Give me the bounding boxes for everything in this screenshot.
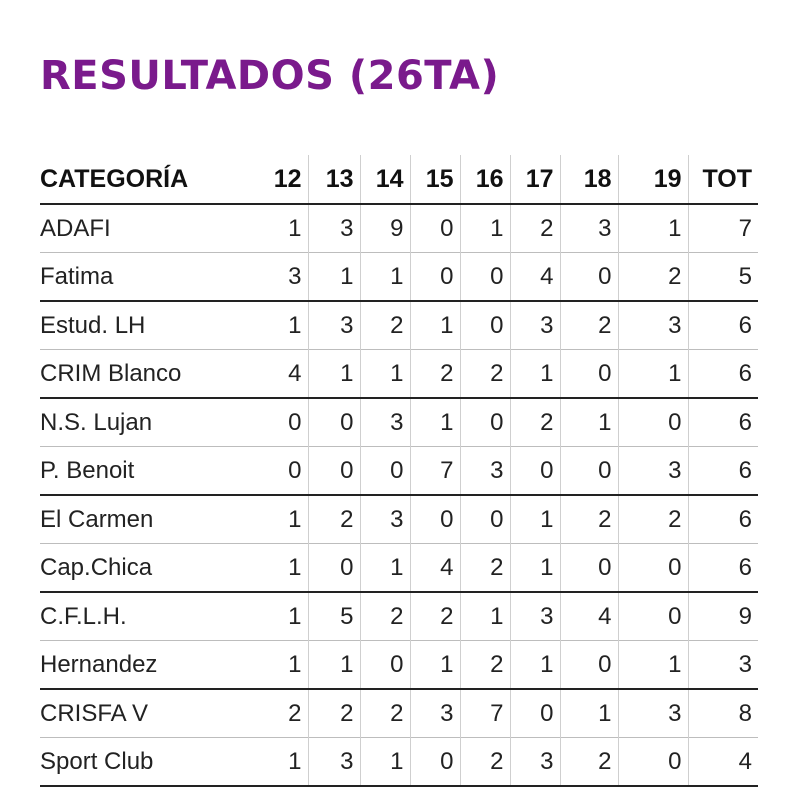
score-cell-19: 0 [618, 544, 688, 593]
score-cell-17: 0 [510, 689, 560, 738]
score-cell-19: 0 [618, 398, 688, 447]
score-cell-18: 0 [560, 447, 618, 496]
score-cell-total: 5 [688, 253, 758, 302]
score-cell-13: 0 [308, 447, 360, 496]
score-cell-19: 3 [618, 447, 688, 496]
score-cell-total: 6 [688, 495, 758, 544]
column-header-19: 19 [618, 155, 688, 204]
score-cell-19: 3 [618, 301, 688, 350]
score-cell-17: 3 [510, 592, 560, 641]
score-cell-14: 0 [360, 447, 410, 496]
score-cell-18: 2 [560, 495, 618, 544]
column-header-16: 16 [460, 155, 510, 204]
score-cell-13: 2 [308, 495, 360, 544]
score-cell-15: 2 [410, 350, 460, 399]
score-cell-total: 6 [688, 350, 758, 399]
column-header-12: 12 [273, 164, 302, 193]
score-cell-16: 2 [460, 641, 510, 690]
score-cell-total: 9 [688, 592, 758, 641]
team-name-cell: Cap.Chica [40, 553, 153, 581]
score-cell-14: 1 [360, 253, 410, 302]
team-name-cell: CRISFA V [40, 699, 149, 727]
column-header-13: 13 [308, 155, 360, 204]
team-name-cell: ADAFI [40, 214, 111, 242]
table-row [40, 544, 758, 593]
score-cell-15: 2 [410, 592, 460, 641]
score-cell-total: 6 [688, 447, 758, 496]
score-cell-12: 4 [288, 359, 302, 387]
column-header-category: CATEGORÍA [40, 164, 189, 193]
score-cell-17: 2 [510, 204, 560, 253]
score-cell-18: 3 [560, 204, 618, 253]
score-cell-17: 4 [510, 253, 560, 302]
table-row [40, 495, 758, 544]
score-cell-19: 1 [618, 350, 688, 399]
column-header-18: 18 [560, 155, 618, 204]
table-row [40, 350, 758, 399]
column-header-14: 14 [360, 155, 410, 204]
team-name-cell: Hernandez [40, 650, 158, 678]
score-cell-total: 3 [688, 641, 758, 690]
score-cell-19: 1 [618, 641, 688, 690]
score-cell-16: 1 [460, 204, 510, 253]
score-cell-15: 0 [410, 253, 460, 302]
score-cell-total: 4 [688, 738, 758, 787]
score-cell-17: 1 [510, 641, 560, 690]
results-table [40, 155, 758, 787]
page-title: RESULTADOS (26TA) [40, 53, 500, 99]
score-cell-15: 0 [410, 204, 460, 253]
score-cell-12: 2 [288, 699, 302, 727]
score-cell-17: 3 [510, 738, 560, 787]
score-cell-total: 6 [688, 544, 758, 593]
column-header-17: 17 [510, 155, 560, 204]
score-cell-17: 0 [510, 447, 560, 496]
score-cell-16: 2 [460, 350, 510, 399]
score-cell-18: 0 [560, 544, 618, 593]
score-cell-16: 3 [460, 447, 510, 496]
team-name-cell: El Carmen [40, 505, 154, 533]
score-cell-12: 1 [288, 505, 302, 533]
score-cell-15: 1 [410, 398, 460, 447]
table-row [40, 738, 758, 787]
table-row [40, 204, 758, 253]
score-cell-16: 0 [460, 495, 510, 544]
column-header-15: 15 [410, 155, 460, 204]
team-name-cell: CRIM Blanco [40, 359, 182, 387]
table-row [40, 447, 758, 496]
score-cell-14: 9 [360, 204, 410, 253]
score-cell-12: 1 [288, 747, 302, 775]
score-cell-14: 1 [360, 738, 410, 787]
score-cell-13: 3 [308, 204, 360, 253]
score-cell-15: 4 [410, 544, 460, 593]
table-row [40, 253, 758, 302]
score-cell-13: 3 [308, 301, 360, 350]
score-cell-12: 3 [288, 262, 302, 290]
score-cell-13: 1 [308, 641, 360, 690]
score-cell-18: 0 [560, 253, 618, 302]
score-cell-17: 2 [510, 398, 560, 447]
score-cell-12: 1 [288, 553, 302, 581]
score-cell-18: 0 [560, 641, 618, 690]
team-name-cell: P. Benoit [40, 456, 135, 484]
team-name-cell: N.S. Lujan [40, 408, 153, 436]
score-cell-13: 0 [308, 544, 360, 593]
table-row [40, 689, 758, 738]
score-cell-14: 3 [360, 398, 410, 447]
score-cell-16: 2 [460, 738, 510, 787]
score-cell-18: 4 [560, 592, 618, 641]
score-cell-15: 1 [410, 641, 460, 690]
score-cell-16: 7 [460, 689, 510, 738]
score-cell-15: 3 [410, 689, 460, 738]
score-cell-12: 1 [288, 311, 302, 339]
score-cell-17: 1 [510, 544, 560, 593]
column-header-total: TOT [688, 155, 758, 204]
score-cell-total: 7 [688, 204, 758, 253]
score-cell-15: 1 [410, 301, 460, 350]
header-row [40, 155, 758, 204]
score-cell-14: 2 [360, 689, 410, 738]
score-cell-19: 0 [618, 738, 688, 787]
score-cell-19: 2 [618, 253, 688, 302]
team-name-cell: Sport Club [40, 747, 154, 775]
score-cell-14: 2 [360, 301, 410, 350]
table-row [40, 641, 758, 690]
score-cell-18: 1 [560, 398, 618, 447]
table-row [40, 398, 758, 447]
team-name-cell: C.F.L.H. [40, 602, 127, 630]
score-cell-13: 1 [308, 253, 360, 302]
team-name-cell: Estud. LH [40, 311, 146, 339]
score-cell-13: 1 [308, 350, 360, 399]
score-cell-18: 1 [560, 689, 618, 738]
score-cell-19: 3 [618, 689, 688, 738]
score-cell-13: 2 [308, 689, 360, 738]
score-cell-16: 2 [460, 544, 510, 593]
score-cell-13: 5 [308, 592, 360, 641]
score-cell-14: 3 [360, 495, 410, 544]
score-cell-14: 0 [360, 641, 410, 690]
score-cell-13: 3 [308, 738, 360, 787]
score-cell-14: 2 [360, 592, 410, 641]
score-cell-18: 2 [560, 301, 618, 350]
score-cell-16: 1 [460, 592, 510, 641]
score-cell-17: 1 [510, 495, 560, 544]
table-row [40, 301, 758, 350]
score-cell-total: 6 [688, 301, 758, 350]
team-name-cell: Fatima [40, 262, 114, 290]
results-body [40, 204, 758, 786]
score-cell-14: 1 [360, 544, 410, 593]
score-cell-18: 2 [560, 738, 618, 787]
score-cell-17: 1 [510, 350, 560, 399]
score-cell-12: 0 [288, 456, 302, 484]
score-cell-total: 6 [688, 398, 758, 447]
score-cell-15: 7 [410, 447, 460, 496]
score-cell-16: 0 [460, 301, 510, 350]
score-cell-17: 3 [510, 301, 560, 350]
score-cell-19: 2 [618, 495, 688, 544]
score-cell-16: 0 [460, 398, 510, 447]
score-cell-15: 0 [410, 738, 460, 787]
score-cell-19: 1 [618, 204, 688, 253]
score-cell-12: 1 [288, 650, 302, 678]
score-cell-total: 8 [688, 689, 758, 738]
score-cell-19: 0 [618, 592, 688, 641]
score-cell-18: 0 [560, 350, 618, 399]
score-cell-13: 0 [308, 398, 360, 447]
table-row [40, 592, 758, 641]
score-cell-12: 1 [288, 214, 302, 242]
score-cell-15: 0 [410, 495, 460, 544]
score-cell-14: 1 [360, 350, 410, 399]
score-cell-16: 0 [460, 253, 510, 302]
score-cell-12: 0 [288, 408, 302, 436]
score-cell-12: 1 [288, 602, 302, 630]
